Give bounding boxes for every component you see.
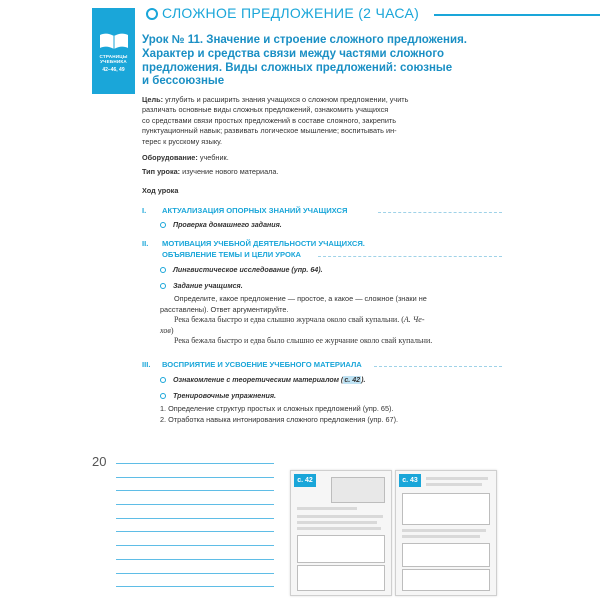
- note-line: [116, 573, 274, 574]
- example-sentence-cont: [160, 326, 500, 337]
- example-close: ): [170, 325, 174, 335]
- thumbnail-page-tag: с. 43: [399, 474, 421, 487]
- thumbnail-table: [297, 535, 385, 563]
- lesson-type-line: [142, 167, 502, 177]
- progress-heading: Ход урока: [142, 186, 179, 195]
- bullet-text: [173, 376, 365, 384]
- equipment-value: учебник.: [199, 153, 229, 162]
- example-author: А. Че-: [403, 315, 425, 324]
- thumbnail-text: [297, 521, 377, 524]
- circle-bullet-icon: [160, 267, 166, 273]
- thumbnail-text: [297, 507, 357, 510]
- notes-lines: [116, 463, 274, 600]
- dashed-rule: [378, 212, 502, 213]
- thumbnail-text: [297, 527, 381, 530]
- goal-line: терес к русскому языку.: [142, 136, 223, 146]
- thumbnail-text: [402, 535, 480, 538]
- note-line: [116, 477, 274, 478]
- section-title: СЛОЖНОЕ ПРЕДЛОЖЕНИЕ (2 ЧАСА): [162, 5, 420, 21]
- thumbnail-text: [402, 529, 486, 532]
- circle-bullet-icon: [160, 283, 166, 289]
- textbook-pages-badge: [92, 8, 135, 94]
- lesson-title-line: предложения. Виды сложных предложений: союзные: [142, 61, 453, 74]
- bullet-text: Тренировочные упражнения.: [173, 392, 276, 400]
- note-line: [116, 490, 274, 491]
- circle-bullet-icon: [160, 393, 166, 399]
- thumbnail-page-tag: с. 42: [294, 474, 316, 487]
- equipment-line: [142, 153, 502, 163]
- thumbnail-table: [402, 493, 490, 525]
- note-line: [116, 586, 274, 587]
- thumbnail-table: [402, 543, 490, 567]
- thumbnail-table: [297, 565, 385, 591]
- circle-bullet-icon: [146, 8, 158, 20]
- goal-block: [142, 95, 502, 147]
- stage-title: ВОСПРИЯТИЕ И УСВОЕНИЕ УЧЕБНОГО МАТЕРИАЛА: [162, 360, 362, 369]
- section-header: [142, 5, 502, 23]
- bullet-text-part: ).: [361, 376, 366, 384]
- example-sentence: Река бежала быстро и едва было слышно ее журчание около свай купальни.: [174, 336, 433, 345]
- task-text: [160, 294, 500, 347]
- thumbnail-text: [297, 515, 383, 518]
- goal-line: со средствами связи простых предложений в составе сложного, закрепить: [142, 115, 397, 125]
- note-line: [116, 531, 274, 532]
- equipment-label: Оборудование:: [142, 153, 198, 162]
- lesson-title: [142, 34, 502, 89]
- circle-bullet-icon: [160, 222, 166, 228]
- textbook-pages-label: СТРАНИЦЫ УЧЕБНИКА: [99, 54, 128, 64]
- thumbnail-text: [426, 477, 488, 480]
- stage-title-cont: ОБЪЯВЛЕНИЕ ТЕМЫ И ЦЕЛИ УРОКА: [162, 250, 302, 259]
- textbook-pages-range: 42–46, 49: [102, 67, 125, 73]
- task-line: Определите, какое предложение — простое, а какое — сложное (знаки не: [174, 294, 427, 303]
- circle-bullet-icon: [160, 377, 166, 383]
- stage-number: I.: [142, 206, 147, 215]
- page-reference: с. 42: [344, 376, 361, 384]
- note-line: [116, 518, 274, 519]
- stage-title: МОТИВАЦИЯ УЧЕБНОЙ ДЕЯТЕЛЬНОСТИ УЧАЩИХСЯ.: [162, 239, 365, 248]
- bullet-text: Проверка домашнего задания.: [173, 221, 282, 229]
- note-line: [116, 559, 274, 560]
- textbook-page-thumbnail: [395, 470, 497, 596]
- goal-line: пунктуационный навык; развивать логическое мышление; воспитывать ин-: [142, 126, 397, 136]
- lesson-title-line: Урок № 11. Значение и строение сложного предложения.: [142, 34, 467, 46]
- dashed-rule: [374, 366, 502, 367]
- thumbnail-illustration: [331, 477, 385, 503]
- stage-title: АКТУАЛИЗАЦИЯ ОПОРНЫХ ЗНАНИЙ УЧАЩИХСЯ: [162, 206, 348, 215]
- exercise-list: [160, 404, 500, 425]
- example-text: Река бежала быстро и едва слышно журчала около свай купальни. (: [174, 315, 404, 324]
- example-author-cont: хов: [160, 325, 171, 335]
- stage-number: II.: [142, 239, 149, 248]
- thumbnail-table: [402, 569, 490, 591]
- header-rule: [434, 14, 600, 16]
- thumbnail-text: [426, 483, 482, 486]
- lesson-title-line: Характер и средства связи между частями сложного: [142, 47, 444, 60]
- page-number: 20: [92, 454, 107, 469]
- lesson-title-line: и бессоюзные: [142, 75, 225, 88]
- bullet-text: Задание учащимся.: [173, 282, 243, 290]
- lesson-type-label: Тип урока:: [142, 167, 181, 176]
- textbook-page-thumbnail: [290, 470, 392, 596]
- note-line: [116, 504, 274, 505]
- task-line: расставлены). Ответ аргументируйте.: [160, 304, 289, 314]
- bullet-text: Лингвистическое исследование (упр. 64).: [173, 266, 323, 274]
- note-line: [116, 545, 274, 546]
- dashed-rule: [318, 256, 502, 257]
- example-sentence: [160, 315, 500, 326]
- goal-line: углубить и расширить знания учащихся о сложном предложении, учить: [165, 95, 409, 104]
- open-book-icon: [99, 32, 129, 50]
- stage-number: III.: [142, 360, 151, 369]
- goal-line: различать основные виды сложных предложений, ознакомить учащихся: [142, 105, 389, 115]
- note-line: [116, 463, 274, 464]
- lesson-type-value: изучение нового материала.: [182, 167, 279, 176]
- exercise-item: 2. Отработка навыка интонирования сложного предложения (упр. 67).: [160, 414, 399, 424]
- goal-label: Цель:: [142, 95, 164, 104]
- exercise-item: 1. Определение структур простых и сложных предложений (упр. 65).: [160, 404, 394, 413]
- bullet-text-part: Ознакомление с теоретическим материалом (: [173, 376, 344, 384]
